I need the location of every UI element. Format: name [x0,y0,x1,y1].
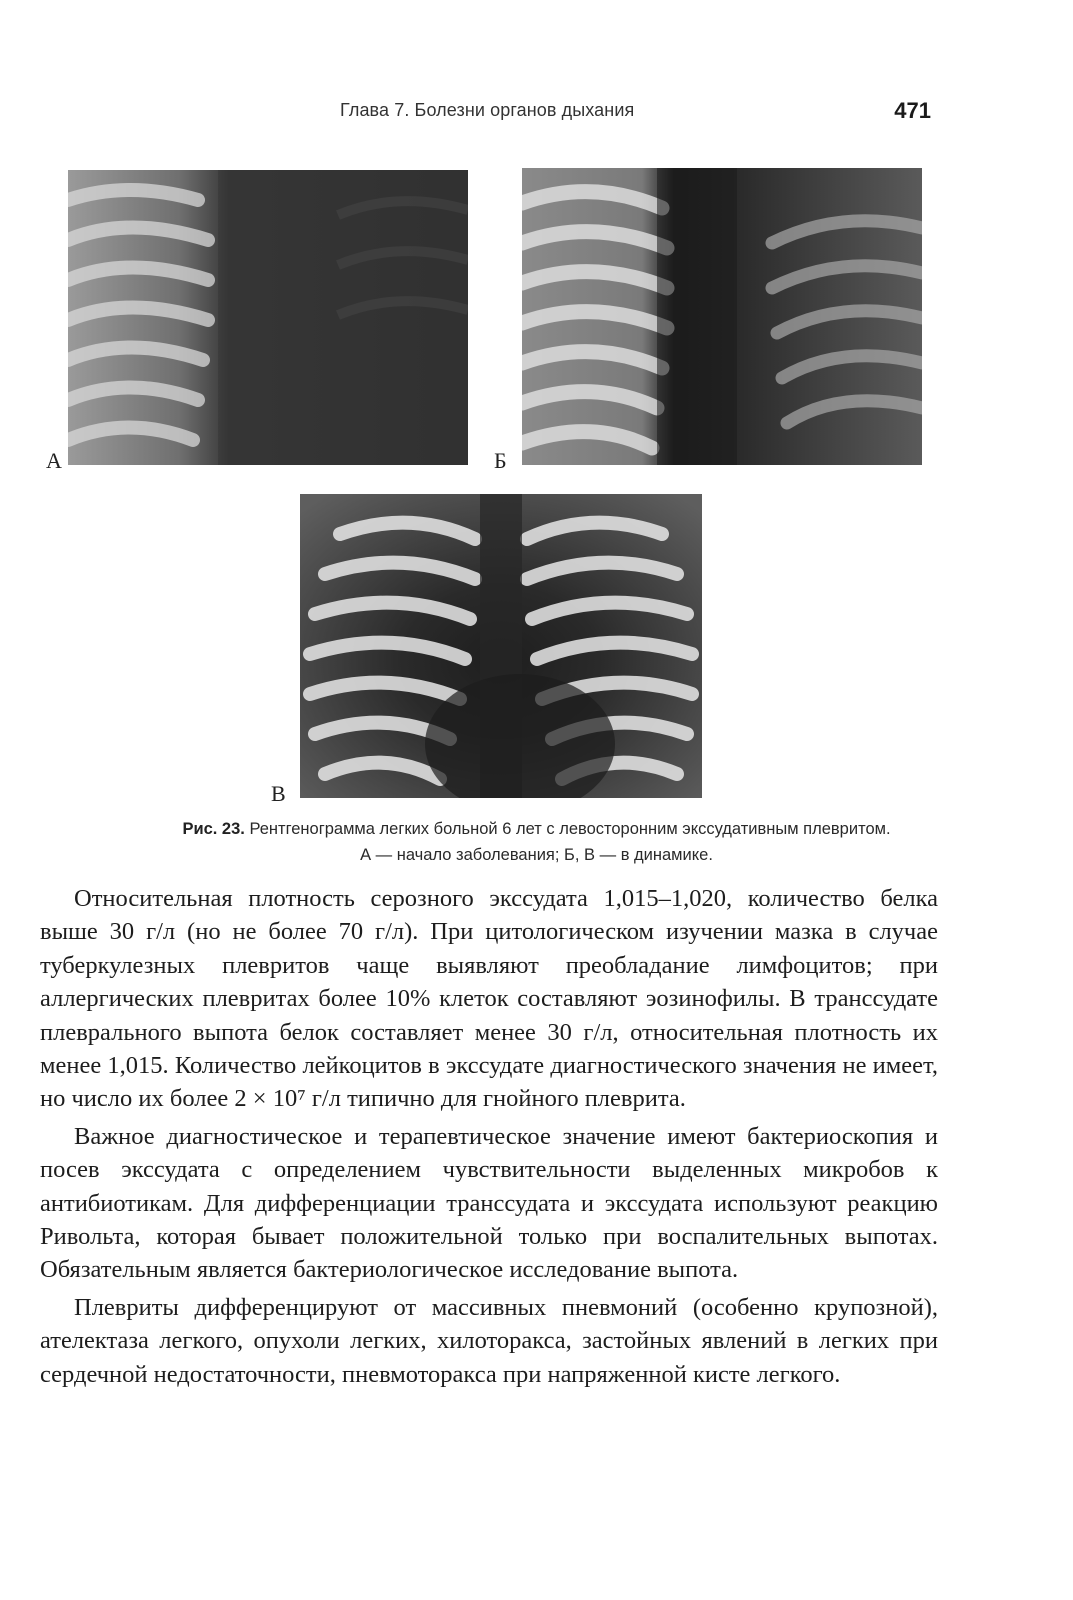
paragraph-2: Важное диагностическое и терапевтическое значение имеют бактериоскопия и посев экссудата с определением чувствительности выделенных микробов к антибиотикам. Для дифференциации транссудата и экссудата используют реакцию Ривольта, которая бывает положительной только при воспалительных выпотах. Обязательным является бактериологическое исследование выпота. [40,1122,938,1284]
paragraph-3: Плевриты дифференцируют от массивных пневмоний (особенно крупозной), ателектаза легкого, опухоли легких, хилоторакса, застойных явлений в легких при сердечной недостаточности, пневмоторакса при напряженной кисте легкого. [40,1293,938,1388]
xray-panel-c [300,494,702,798]
running-head [0,98,1073,128]
caption-prefix: Рис. 23. [182,820,245,838]
xray-panel-a [68,170,468,465]
caption-text-1: Рентгенограмма легких больной 6 лет с левосторонним экссудативным плевритом. [244,820,891,838]
page-number: 471 [894,98,931,123]
paragraph-1: Относительная плотность серозного экссудата 1,015–1,020, количество белка выше 30 г/л (но не более 70 г/л). При цитологическом изучении мазка в случае туберкулезных плевритов чаще выявляют преобладание лимфоцитов; при аллергических плевритах более 10% клеток составляют эозинофилы. В транссудате плеврального выпота белок составляет менее 30 г/л, относительная плотность их менее 1,015. Количество лейкоцитов в экссудате диагностического значения не имеет, но число их более 2 × 10⁷ г/л типично для гнойного плеврита. [40,885,938,1113]
xray-panel-b [522,168,922,465]
caption-line-2: А — начало заболевания; Б, В — в динамике. [360,846,713,864]
chest-xray-image [522,168,922,465]
caption-line-1 [40,816,1033,842]
chest-xray-image [68,170,468,465]
chest-xray-image [300,494,702,798]
body-text [40,882,938,1395]
chapter-title: Глава 7. Болезни органов дыхания [340,100,635,120]
panel-label-b: Б [494,448,507,473]
panel-label-c: В [271,781,286,806]
panel-label-a: А [46,448,62,473]
figure-caption [40,816,1033,868]
